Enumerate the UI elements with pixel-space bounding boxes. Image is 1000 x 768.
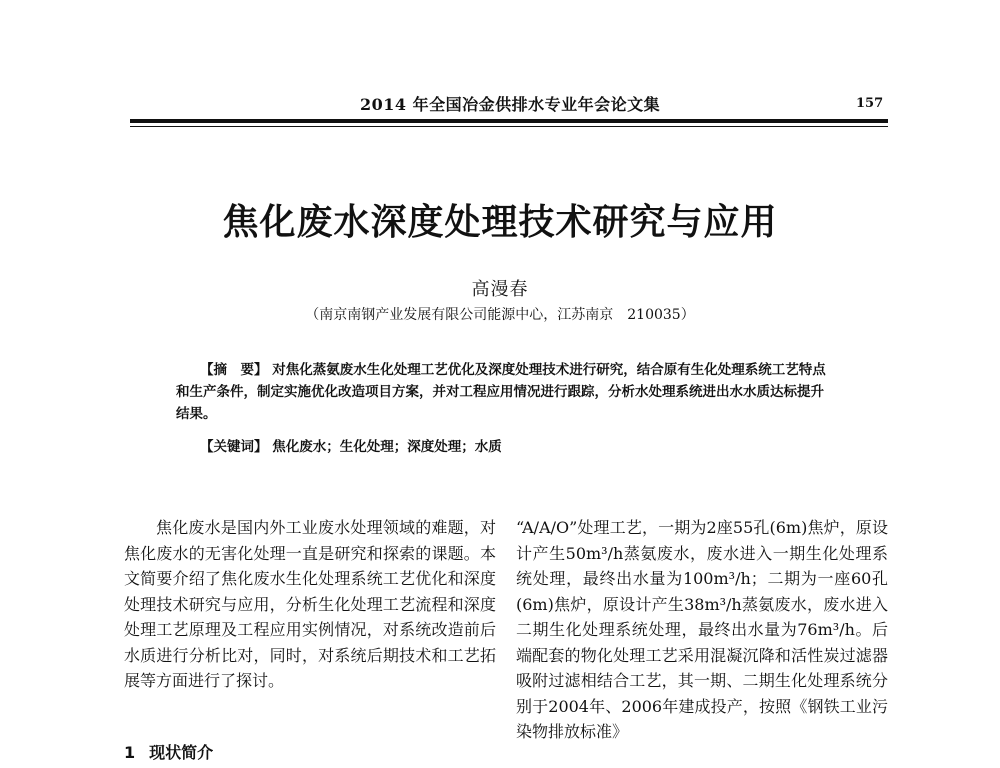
body-column-left: [124, 515, 496, 694]
header-rule-thin: [130, 126, 888, 127]
author-name: 高漫春: [471, 279, 529, 300]
abstract: [176, 359, 836, 425]
journal-title: 2014 年全国冶金供排水专业年会论文集: [360, 95, 661, 114]
paper-title: 焦化废水深度处理技术研究与应用: [222, 201, 778, 243]
section-heading: [124, 740, 213, 763]
status-paragraph: “A/A/O”处理工艺，一期为2座55孔(6m)焦炉，原设计产生50m³/h蒸氨废水，废水进入一期生化处理系统处理，最终出水量为100m³/h；二期为一座60孔(6m)焦炉，原设计产生38m³/h蒸氨废水，废水进入二期生化处理系统处理，最终出水量为76m³/h。后端配套的物化处理工艺采用混凝沉降和活性炭过滤器吸附过滤相结合工艺，其一期、二期生化处理系统分别于2004年、2006年建成投产，按照《钢铁工业污染物排放标准》: [516, 518, 888, 741]
running-header: [0, 88, 1000, 118]
header-rule-thick: [130, 119, 888, 123]
body-column-right: [516, 515, 888, 745]
section-number: 1: [124, 743, 136, 762]
keywords-text: 焦化废水；生化处理；深度处理；水质: [272, 439, 502, 455]
abstract-paragraph: [176, 359, 836, 425]
section-title: 现状简介: [149, 743, 214, 762]
abstract-text: 对焦化蒸氨废水生化处理工艺优化及深度处理技术进行研究，结合原有生化处理系统工艺特点和生产条件，制定实施优化改造项目方案，并对工程应用情况进行跟踪，分析水处理系统进出水水质达标提升结果。: [176, 362, 826, 422]
intro-paragraph: 焦化废水是国内外工业废水处理领域的难题，对焦化废水的无害化处理一直是研究和探索的课题。本文简要介绍了焦化废水生化处理系统工艺优化和深度处理技术研究与应用，分析生化处理工艺流程和深度处理工艺原理及工程应用实例情况，对系统改造前后水质进行分析比对，同时，对系统后期技术和工艺拓展等方面进行了探讨。: [124, 518, 496, 690]
author-affiliation: （南京南钢产业发展有限公司能源中心，江苏南京 210035）: [305, 307, 695, 323]
page-number: 157: [856, 96, 884, 111]
keywords-label: 【关键词】: [200, 439, 268, 455]
keywords: [200, 436, 840, 458]
abstract-label: 【摘 要】: [200, 362, 268, 378]
